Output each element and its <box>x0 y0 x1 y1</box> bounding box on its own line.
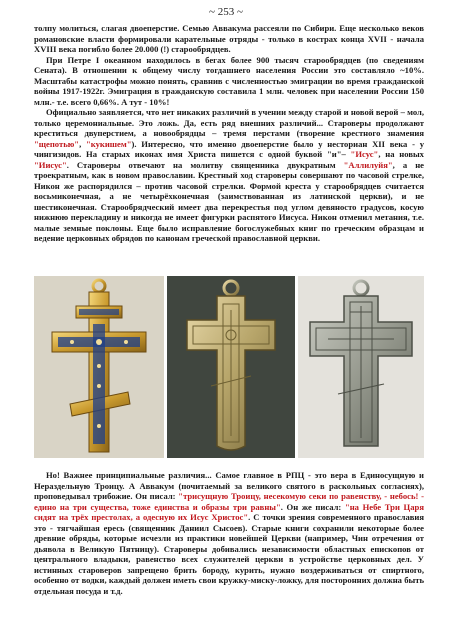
para3-red-4: "Иисус" <box>34 159 67 170</box>
photo-silver-cross <box>167 276 295 458</box>
para4-text-3: . С точки зрения современного православия это - тягчайшая ересь (священник Даниил Сысоев). Старые книги сохранили некоторые более древние обряды, которые исчезли из практики новейшей Церкви (например, Чин отречения от дьявола в Великую Пятницу). Староверы добивались независимости областных епископов от центрального владыки, равенство всех служителей церкви в устройстве церковных дел. У истинных староверов запрещено брить бороду, курить, нужно воздерживаться от спиртного, особенно от водки, каждый должен иметь свои кружку-миску-ложку, для посторонних должна быть отдельная посуда и т.д. <box>34 512 425 596</box>
para4-text-1: Но! Важнее принципиальные различия... Самое главное в РПЦ - это вера в Единосущную и Нераздельную Троицу. А Аввакум (почитаемый за великого святого в раскольных согласиях), проповедывал трибожие. Он писал: <box>34 470 424 501</box>
para4-red-1: "трисущную Троицу, несекомую секи по равенству, - небось! - едино на три существа, тоже единства и образы три равны" <box>34 491 425 512</box>
text-bottom <box>34 470 424 596</box>
text-top <box>34 23 424 244</box>
paragraph-2: При Петре I океанном находилось в бегах более 900 тысяч старообрядцев (по сведениям Сената). В отношении к общему числу тогдашнего населения России это составляло ~10%. Масштабы катастрофы можно понять, сравнив с численностью эмиграции во время гражданской войны 1917-1922г. Эмиграция в гражданскую составила 1 млн. человек при населении России 150 млн.- т.е. всего 0,66%. А тут - 10%! <box>34 54 424 107</box>
para3-red-2: "кукишем" <box>86 138 132 149</box>
cross-photos <box>34 276 424 458</box>
paragraph-4 <box>34 470 424 596</box>
para3-text-6: , а не троекратным, как в новом православии. Крестный ход староверы совершают по часовой стрелке, Никон же распорядился – против часовой стрелки. Формой креста у старообрядцев считается восьмиконечная, а не четырёхконечная (заимствованная из латинской церкви), и не шестиконечная. Старообрядческий имеет два перекрестья под углом девяносто градусов, косую нижнюю перекладину и никогда не имеет фигурки распятого Иисуса. Никон отменил метания, т.е. малые земные поклоны. Еще было исправление богослужебных книг по греческим образцам и ведение церковных обрядов по канонам греческой православной церкви. <box>34 159 424 243</box>
para3-red-5: "Аллилуйя" <box>343 159 393 170</box>
photo-gold-cross <box>34 276 164 458</box>
para3-red-3: "Исус" <box>350 149 379 159</box>
silver-cross-image <box>167 276 295 458</box>
paragraph-1: толпу молиться, слагая двоеперстие. Семью Аввакума рассеяли по Сибири. Еще несколько веков романовские власти формировали карательные отряды - только в кострах конца XVII - начала XVIII века погибло более 20.000 (!) старообрядцев. <box>34 23 424 54</box>
para4-red-2: "на Небе Три Царя сидят на трёх престолах, а одесную их Исус Христос" <box>34 501 424 522</box>
para3-text-5: . Староверы отвечают на молитву священника двукратным <box>66 159 344 170</box>
paragraph-3 <box>34 107 424 244</box>
gold-cross-image <box>34 276 164 458</box>
page-number: ~ 253 ~ <box>209 6 243 18</box>
para4-text-2: . Он же писал: <box>280 501 345 512</box>
photo-pewter-cross <box>298 276 424 458</box>
para3-text-3: ). Интересно, что именно двоеперстие было у несториан XII века - у чингизидов. На старых иконах имя Христа пишется с одной буквой "и"– <box>34 138 424 159</box>
para3-text-1: Официально заявляется, что нет никаких различий в учении между старой и новой верой – мол, только церемониальные. Это ложь. Да, есть ряд внешних различий... Староверы продолжают креститься двуперстием, а новообрядцы – тремя перстами (творение крестного знамения <box>34 107 424 138</box>
para3-red-1: "щепотью" <box>34 138 80 149</box>
para3-text-2: , <box>79 138 86 149</box>
para3-text-4: , на новых <box>378 149 424 159</box>
pewter-cross-image <box>298 276 424 458</box>
